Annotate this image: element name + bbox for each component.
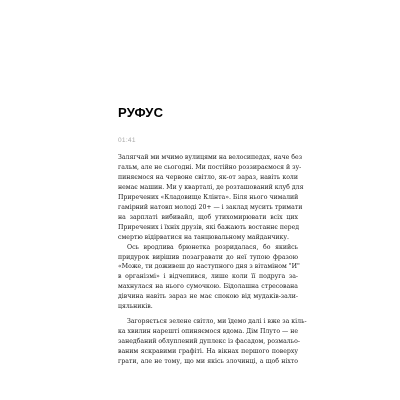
- text-line: дівчина навіть зараз не має спокою від мудаків-зали-: [118, 293, 298, 301]
- body-text: [118, 153, 307, 367]
- text-line: в організмі» і відчепився, лише коли її подруга за-: [118, 273, 298, 281]
- text-line: ваним яскравими графіті. На вікнах першого поверху: [118, 348, 298, 356]
- text-line: махнулася на нього сумочкою. Бідолашна стресована: [118, 283, 298, 291]
- text-line: цяльників.: [118, 303, 153, 311]
- text-line: Приречених «Кладовище Клінта». Біля нього чималий: [118, 193, 299, 201]
- chapter-time: 01:41: [118, 137, 136, 144]
- text-line: на зарплаті вибивайл, щоб утихомирювати всіх цих: [118, 213, 298, 221]
- text-line: Ось вродлива брюнетка розридалася, бо якийсь: [127, 243, 298, 251]
- text-line: пиняємося на червоне світло, як-от зараз, навіть коли: [118, 173, 298, 181]
- text-line: Приречених і їхніх друзів, які бажають востаннє перед: [118, 223, 300, 231]
- text-line: Залягчай ми мчимо вулицями на велосипедах, наче без: [118, 154, 303, 161]
- paragraph-2: [118, 243, 298, 313]
- text-line: Загоряється зелене світло, ми їдемо далі і вже за кіль-: [127, 318, 307, 326]
- text-line: гамірний натовп молоді 20+ — і заклад мусить тримати: [118, 203, 303, 211]
- text-line: немає машин. Ми у кварталі, де розташований клуб для: [118, 183, 304, 191]
- text-line: грати, але не тому, що ми якісь злочинці, а щоб ніхто: [118, 358, 298, 366]
- chapter-title: РУФУС: [118, 105, 164, 120]
- text-line: смертю відірватися на танцювальному майданчику.: [118, 233, 290, 241]
- text-line: занедбаний облуплений дуплекс із фасадом, розмальо-: [118, 338, 300, 346]
- paragraph-1: [118, 153, 304, 243]
- text-line: ка хвилин нарешті опиняємося вдома. Дім Плуто — не: [118, 328, 298, 336]
- text-line: «Може, ти доживеш до наступного дня з вітаміном "И": [118, 263, 300, 271]
- text-line: придурок вирішив позагравати до неї тупою фразою: [118, 253, 298, 261]
- text-line: гальм, але не сьогодні. Ми постійно роззираємося й зу-: [118, 163, 302, 171]
- paragraph-3: [118, 317, 307, 367]
